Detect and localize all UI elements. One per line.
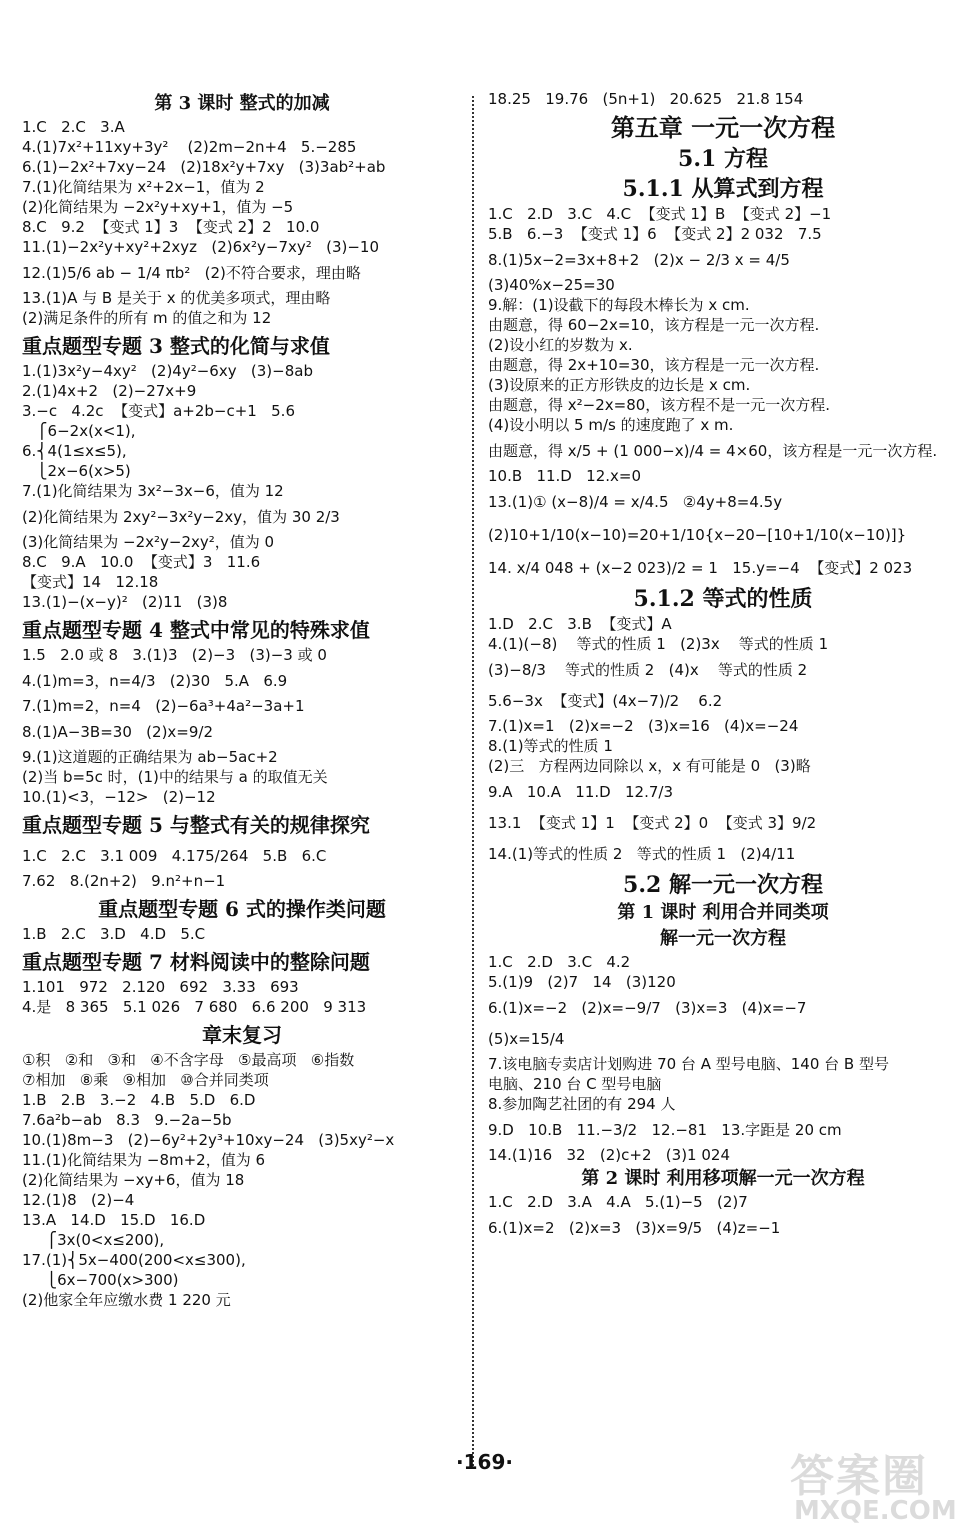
answer-line: 由题意，得 60−2x=10，该方程是一元一次方程. — [488, 316, 820, 334]
topic5-title: 重点题型专题 5 与整式有关的规律探究 — [22, 813, 370, 837]
answer-line: 14.(1)16 32 (2)c+2 (3)1 024 — [488, 1146, 730, 1164]
answer-line: 【变式】14 12.18 — [22, 573, 159, 591]
answer-line: 8.(1)等式的性质 1 — [488, 737, 613, 755]
answer-line: 18.25 19.76 (5n+1) 20.625 21.8 154 — [488, 90, 804, 108]
answer-line: (2)化简结果为 −xy+6，值为 18 — [22, 1171, 245, 1189]
topic7-title: 重点题型专题 7 材料阅读中的整除问题 — [22, 950, 370, 974]
section-5-1-2-answers — [488, 615, 958, 869]
answer-line: 7.62 8.(2n+2) 9.n²+n−1 — [22, 872, 226, 890]
answer-line: 13.(1)① (x−8)/4 = x/4.5 ②4y+8=4.5y — [488, 493, 783, 511]
answer-line: ⑦相加 ⑧乘 ⑨相加 ⑩合并同类项 — [22, 1071, 269, 1089]
answer-line: 14. x/4 048 + (x−2 023)/2 = 1 15.y=−4 【变式】2 023 — [488, 559, 913, 577]
answer-line: 13.A 14.D 15.D 16.D — [22, 1211, 206, 1229]
answer-line: (2)设小红的岁数为 x. — [488, 336, 633, 354]
answer-line: 由题意，得 2x+10=30，该方程是一元一次方程. — [488, 356, 820, 374]
page-number: ·169· — [456, 1450, 513, 1474]
topic4-answers — [22, 646, 462, 807]
topic3-answers — [22, 362, 462, 612]
answer-line: 8.C 9.2 【变式 1】3 【变式 2】2 10.0 — [22, 218, 320, 236]
answer-line: (2)三 方程两边同除以 x，x 有可能是 0 (3)略 — [488, 757, 811, 775]
answer-line: 14.(1)等式的性质 2 等式的性质 1 (2)4/11 — [488, 845, 796, 863]
answer-line: 1.(1)3x²y−4xy² (2)4y²−6xy (3)−8ab — [22, 362, 313, 380]
answer-line: ⎩6x−700(x>300) — [22, 1271, 179, 1289]
answer-line: 5.6−3x 【变式】(4x−7)/2 6.2 — [488, 692, 723, 710]
review-title: 章末复习 — [202, 1023, 282, 1047]
answer-line: 9.A 10.A 11.D 12.7/3 — [488, 783, 674, 801]
answer-line: 13.(1)A 与 B 是关于 x 的优美多项式，理由略 — [22, 289, 331, 307]
answer-line: (2)他家全年应缴水费 1 220 元 — [22, 1291, 231, 1309]
answer-line: 1.B 2.C 3.D 4.D 5.C — [22, 925, 206, 943]
answer-line: (4)设小明以 5 m/s 的速度跑了 x m. — [488, 416, 734, 434]
answer-line: (2)10+1/10(x−10)=20+1/10{x−20−[10+1/10(x−10)]} — [488, 526, 907, 544]
answer-line: ⎧3x(0<x≤200), — [22, 1231, 165, 1249]
answer-line: 10.(1)<3，−12> (2)−12 — [22, 788, 216, 806]
answer-line: 6.⎨4(1≤x≤5), — [22, 442, 127, 460]
watermark-url: MXQE.COM — [794, 1496, 957, 1526]
answer-line: (3)−8/3 等式的性质 2 (4)x 等式的性质 2 — [488, 661, 808, 679]
lesson2-title: 第 2 课时 利用移项解一元一次方程 — [581, 1168, 865, 1189]
answer-line: (2)化简结果为 2xy²−3x²y−2xy，值为 30 2/3 — [22, 508, 340, 526]
answer-line: (2)满足条件的所有 m 的值之和为 12 — [22, 309, 272, 327]
topic4-title: 重点题型专题 4 整式中常见的特殊求值 — [22, 618, 370, 642]
answer-line: (3)40%x−25=30 — [488, 276, 615, 294]
answer-line: 11.(1)−2x²y+xy²+2xyz (2)6x²y−7xy² (3)−10 — [22, 238, 380, 256]
answer-line: 1.101 972 2.120 692 3.33 693 — [22, 978, 299, 996]
answer-line: 7.(1)m=2，n=4 (2)−6a³+4a²−3a+1 — [22, 697, 305, 715]
answer-line: 电脑、210 台 C 型号电脑 — [488, 1075, 662, 1093]
answer-line: (2)化简结果为 −2x²y+xy+1，值为 −5 — [22, 198, 294, 216]
answer-line: 12.(1)5/6 ab − 1/4 πb² (2)不符合要求，理由略 — [22, 264, 361, 282]
answer-line: 6.(1)−2x²+7xy−24 (2)18x²y+7xy (3)3ab²+ab — [22, 158, 386, 176]
answer-line: 11.(1)化简结果为 −8m+2，值为 6 — [22, 1151, 266, 1169]
answer-line: 9.(1)这道题的正确结果为 ab−5ac+2 — [22, 748, 278, 766]
section-5-2-lesson2-answers — [488, 1193, 958, 1243]
answer-line: 6.(1)x=−2 (2)x=−9/7 (3)x=3 (4)x=−7 — [488, 999, 807, 1017]
answer-line: 5.B 6.−3 【变式 1】6 【变式 2】2 032 7.5 — [488, 225, 822, 243]
answer-line: 8.参加陶艺社团的有 294 人 — [488, 1095, 676, 1113]
answer-line: 3.−c 4.2c 【变式】a+2b−c+1 5.6 — [22, 402, 295, 420]
answer-line: 7.(1)化简结果为 3x²−3x−6，值为 12 — [22, 482, 284, 500]
answer-line: 8.C 9.A 10.0 【变式】3 11.6 — [22, 553, 261, 571]
answer-line: 7.该电脑专卖店计划购进 70 台 A 型号电脑、140 台 B 型号 — [488, 1055, 889, 1073]
answer-line: 13.1 【变式 1】1 【变式 2】0 【变式 3】9/2 — [488, 814, 817, 832]
answer-line: 4.(1)m=3，n=4/3 (2)30 5.A 6.9 — [22, 672, 288, 690]
answer-line: ⎧6−2x(x<1), — [22, 422, 136, 440]
topic3-title: 重点题型专题 3 整式的化简与求值 — [22, 334, 330, 358]
answer-line: 9.D 10.B 11.−3/2 12.−81 13.字距是 20 cm — [488, 1121, 842, 1139]
answer-line: 5.(1)9 (2)7 14 (3)120 — [488, 973, 676, 991]
left-column — [22, 90, 462, 1311]
section-5-1-1-answers — [488, 205, 958, 583]
answer-line: 10.B 11.D 12.x=0 — [488, 467, 642, 485]
answer-line: (3)化简结果为 −2x²y−2xy²，值为 0 — [22, 533, 275, 551]
section-5-1-title: 5.1 方程 — [678, 146, 768, 172]
answer-line: 9.解：(1)设截下的每段木棒长为 x cm. — [488, 296, 750, 314]
answer-line: 10.(1)8m−3 (2)−6y²+2y³+10xy−24 (3)5xy²−x — [22, 1131, 395, 1149]
right-column — [488, 90, 958, 1244]
answer-line: 7.6a²b−ab 8.3 9.−2a−5b — [22, 1111, 232, 1129]
section-5-2-title: 5.2 解一元一次方程 — [623, 872, 823, 898]
answer-line: 2.(1)4x+2 (2)−27x+9 — [22, 382, 197, 400]
answer-line: (3)设原来的正方形铁皮的边长是 x cm. — [488, 376, 751, 394]
answer-line: 6.(1)x=2 (2)x=3 (3)x=9/5 (4)z=−1 — [488, 1219, 781, 1237]
watermark-text: 答案圈 — [790, 1451, 928, 1502]
answer-line: ①积 ②和 ③和 ④不含字母 ⑤最高项 ⑥指数 — [22, 1051, 355, 1069]
chapter-title: 第五章 一元一次方程 — [610, 113, 836, 142]
section-5-2-lesson1-answers — [488, 953, 958, 1165]
topic7-answers — [22, 978, 462, 1017]
lesson3-answers — [22, 118, 462, 328]
answer-line: 8.(1)A−3B=30 (2)x=9/2 — [22, 723, 214, 741]
answer-line: 1.5 2.0 或 8 3.(1)3 (2)−3 (3)−3 或 0 — [22, 646, 327, 664]
answer-line: 4.(1)7x²+11xy+3y² (2)2m−2n+4 5.−285 — [22, 138, 357, 156]
answer-line: 1.B 2.B 3.−2 4.B 5.D 6.D — [22, 1091, 256, 1109]
review-answers — [22, 1051, 462, 1310]
answer-line: 1.C 2.C 3.A — [22, 118, 125, 136]
answer-line: 4.是 8 365 5.1 026 7 680 6.6 200 9 313 — [22, 998, 367, 1016]
answer-line: 7.(1)x=1 (2)x=−2 (3)x=16 (4)x=−24 — [488, 717, 799, 735]
answer-line: 1.C 2.C 3.1 009 4.175/264 5.B 6.C — [22, 847, 327, 865]
topic6-title: 重点题型专题 6 式的操作类问题 — [98, 897, 386, 921]
column-divider — [472, 96, 474, 1466]
answer-line: 1.D 2.C 3.B 【变式】A — [488, 615, 672, 633]
answer-line: 13.(1)−(x−y)² (2)11 (3)8 — [22, 593, 228, 611]
answer-line: (2)当 b=5c 时，(1)中的结果与 a 的取值无关 — [22, 768, 328, 786]
answer-line: 由题意，得 x/5 + (1 000−x)/4 = 4×60，该方程是一元一次方程. — [488, 442, 938, 460]
lesson3-title: 第 3 课时 整式的加减 — [154, 93, 330, 114]
answer-line: 1.C 2.D 3.C 4.C 【变式 1】B 【变式 2】−1 — [488, 205, 832, 223]
answer-line: 4.(1)(−8) 等式的性质 1 (2)3x 等式的性质 1 — [488, 635, 829, 653]
answer-line: 17.(1)⎨5x−400(200<x≤300), — [22, 1251, 246, 1269]
answer-line: (5)x=15/4 — [488, 1030, 565, 1048]
topic5-answers — [22, 841, 462, 891]
section-5-1-2-title: 5.1.2 等式的性质 — [633, 586, 813, 612]
answer-line: 由题意，得 x²−2x=80，该方程不是一元一次方程. — [488, 396, 831, 414]
answer-line: 7.(1)化简结果为 x²+2x−1，值为 2 — [22, 178, 265, 196]
answer-line: ⎩2x−6(x>5) — [22, 462, 131, 480]
lesson1-title: 第 1 课时 利用合并同类项 — [617, 902, 829, 923]
topic6-answers — [22, 925, 462, 944]
answer-line: 8.(1)5x−2=3x+8+2 (2)x − 2/3 x = 4/5 — [488, 251, 790, 269]
lesson1-title-line2: 解一元一次方程 — [660, 928, 786, 949]
answer-line: 12.(1)8 (2)−4 — [22, 1191, 135, 1209]
answer-line: 1.C 2.D 3.A 4.A 5.(1)−5 (2)7 — [488, 1193, 748, 1211]
answer-line: 1.C 2.D 3.C 4.2 — [488, 953, 631, 971]
watermark-logo — [790, 1440, 960, 1530]
section-5-1-1-title: 5.1.1 从算式到方程 — [622, 176, 824, 202]
